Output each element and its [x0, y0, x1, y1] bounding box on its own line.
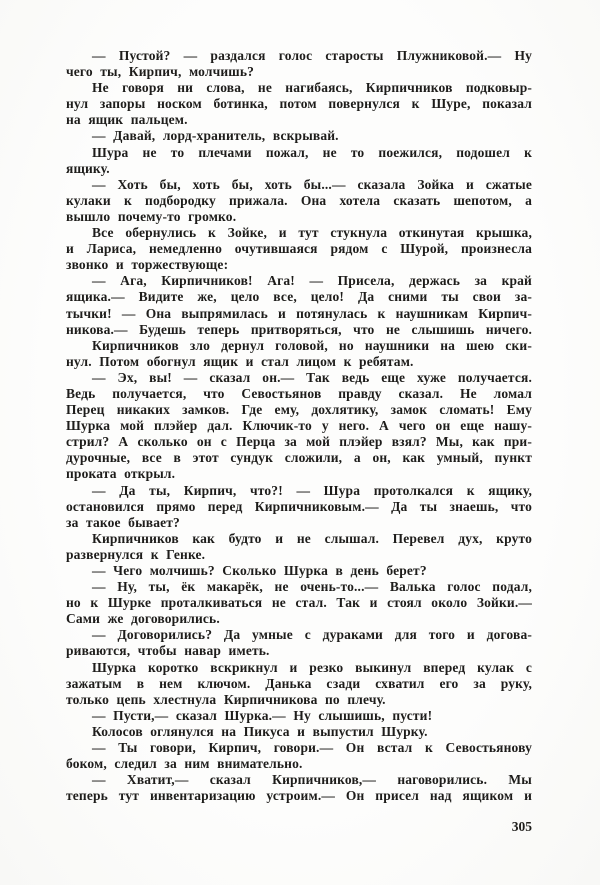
text-line: Кирпичников зло дернул головой, но наушники на шею ски-	[92, 337, 532, 353]
text-line: проката открыл.	[66, 466, 176, 482]
text-line: — Хоть бы, хоть бы, хоть бы...— сказала Зойка и сжатые	[92, 176, 532, 192]
text-line: зажатым в нем ключом. Данька сзади схватил его за руку,	[66, 675, 532, 691]
text-line: но к Шурке проталкиваться не стал. Так и стоял около Зойки.—	[66, 595, 532, 611]
text-line: Сами же договорились.	[66, 611, 220, 627]
text-line: Колосов оглянулся на Пикуса и выпустил Шурку.	[92, 723, 428, 739]
text-line: ящику.	[66, 160, 110, 176]
text-line: — Пусти,— сказал Шурка.— Ну слышишь, пусти!	[92, 707, 433, 723]
text-line: — Ты говори, Кирпич, говори.— Он встал к Севостьянову	[92, 740, 532, 756]
text-line: нул запоры носком ботинка, потом повернулся к Шуре, показал	[66, 96, 532, 112]
text-line: нул. Потом обогнул ящик и стал лицом к ребятам.	[66, 353, 414, 369]
text-line: за такое бывает?	[66, 514, 180, 530]
page-text	[66, 48, 532, 804]
text-line: Ведь получается, что Севостьянов правду сказал. Не ломал	[66, 385, 532, 401]
text-line: боком, следил за ним внимательно.	[66, 756, 303, 772]
text-line: Шурка мой плэйер дал. Ключик-то у него. А чего он еще нашу-	[66, 418, 532, 434]
text-line: — Договорились? Да умные с дураками для того и догова-	[92, 627, 532, 643]
text-line: — Эх, вы! — сказал он.— Так ведь еще хуже получается.	[92, 369, 532, 385]
text-line: на ящик пальцем.	[66, 112, 188, 128]
text-line: Не говоря ни слова, не нагибаясь, Кирпичников подковыр-	[92, 80, 532, 96]
text-line: остановился прямо перед Кирпичниковым.— Да ты знаешь, что	[66, 498, 532, 514]
text-line: Шурка коротко вскрикнул и резко выкинул вперед кулак с	[92, 659, 532, 675]
text-line: чего ты, Кирпич, молчишь?	[66, 64, 255, 80]
text-line: — Чего молчишь? Сколько Шурка в день берет?	[92, 563, 427, 578]
text-line: вышло почему-то громко.	[66, 208, 237, 224]
text-line: Перец никаких замков. Где ему, дохлятику, замок сломать! Ему	[66, 402, 532, 418]
text-line: Все обернулись к Зойке, и тут стукнула откинутая крышка,	[92, 225, 532, 241]
text-line: дурочные, все в этот сундук сложили, а он, как умный, пункт	[66, 450, 532, 466]
text-line: никова.— Будешь теперь притворяться, что не слышишь ничего.	[66, 321, 532, 337]
text-line: звонко и торжествующе:	[66, 257, 229, 273]
text-line: Шура не то плечами пожал, не то поежился, подошел к	[92, 144, 532, 160]
text-line: кулаки к подбородку прижала. Она хотела сказать шепотом, а	[66, 192, 532, 208]
text-line: — Давай, лорд-хранитель, вскрывай.	[92, 128, 339, 144]
text-line: Кирпичников как будто и не слышал. Перевел дух, круто	[92, 530, 532, 546]
text-line: теперь тут инвентаризацию устроим.— Он присел над ящиком и	[66, 788, 532, 804]
text-line: тычки! — Она выпрямилась и потянулась к наушникам Кирпич-	[66, 305, 532, 321]
text-line: — Да ты, Кирпич, что?! — Шура протолкался к ящику,	[92, 482, 532, 498]
text-line: развернулся к Генке.	[66, 546, 206, 562]
text-line: — Хватит,— сказал Кирпичников,— наговорились. Мы	[92, 772, 532, 788]
page-number: 305	[511, 819, 532, 834]
text-line: — Ага, Кирпичников! Ага! — Присела, держась за край	[92, 273, 532, 289]
text-line: ящика.— Видите же, цело все, цело! Да сними ты свои за-	[66, 289, 532, 305]
text-line: и Лариса, немедленно очутившаяся рядом с Шурой, произнесла	[66, 241, 532, 257]
text-line: — Ну, ты, ёк макарёк, не очень-то...— Валька голос подал,	[92, 579, 532, 595]
text-line: только цепь хлестнула Кирпичникова по плечу.	[66, 691, 386, 707]
text-line: стрил? А сколько он с Перца за мой плэйер взял? Мы, как при-	[66, 434, 532, 450]
text-line: — Пустой? — раздался голос старосты Плужниковой.— Ну	[92, 48, 532, 63]
text-line: риваются, чтобы навар иметь.	[66, 643, 270, 659]
